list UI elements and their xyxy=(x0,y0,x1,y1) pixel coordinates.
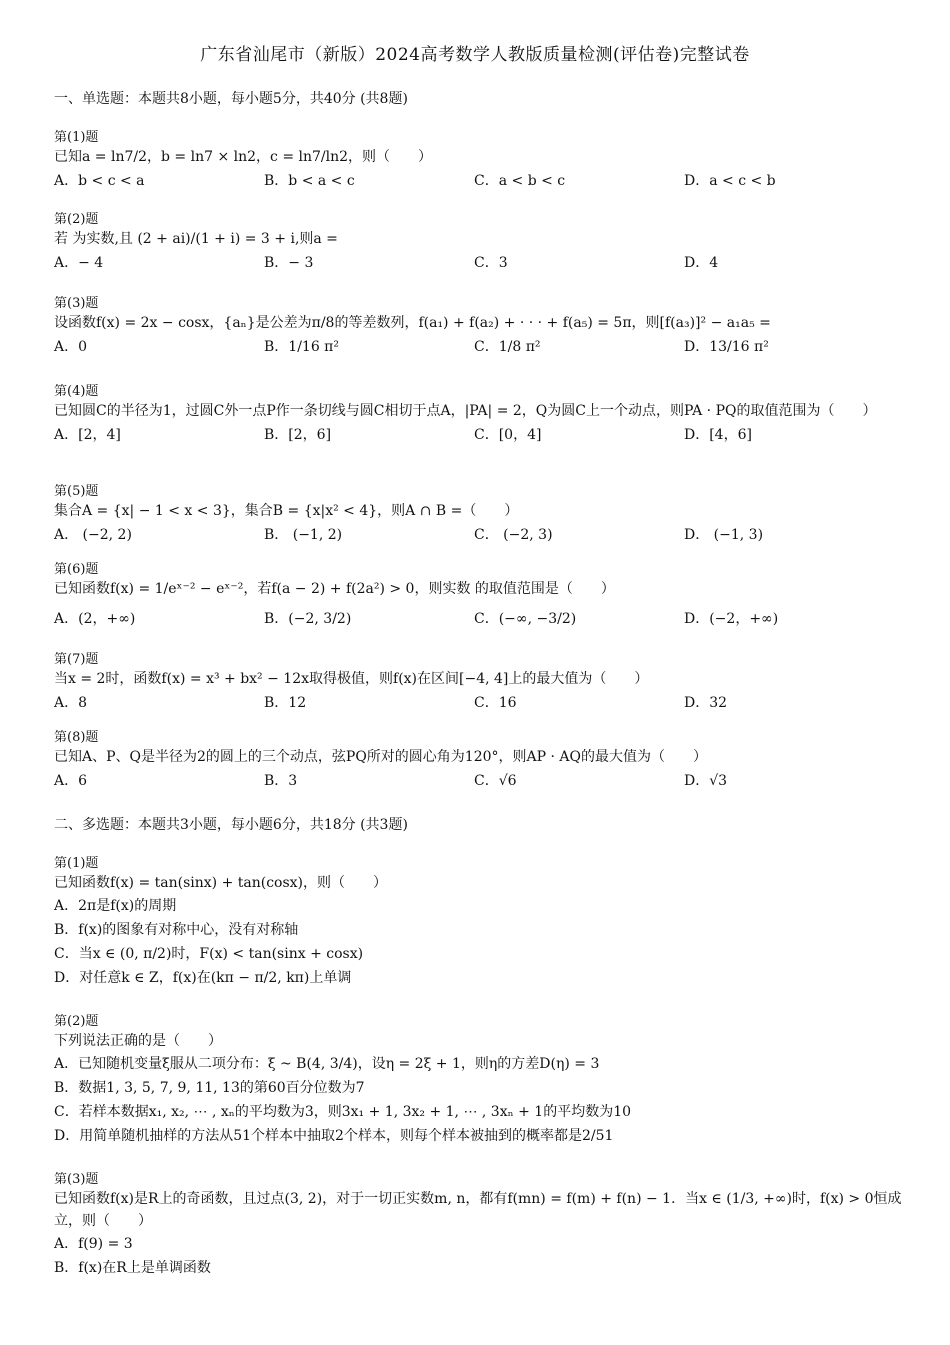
option-a[interactable]: A．f(9) = 3 xyxy=(54,1236,133,1252)
question-stem: 若 为实数,且 (2 + ai)/(1 + i) = 3 + i,则a = xyxy=(54,231,338,247)
question-2-2 xyxy=(54,1014,914,1148)
question-stem: 下列说法正确的是（ ） xyxy=(54,1033,222,1049)
section2-heading: 二、多选题：本题共3小题，每小题6分，共18分 (共3题) xyxy=(54,817,408,833)
question-number: 第(8)题 xyxy=(54,730,99,745)
question-stem: 已知函数f(x) = 1/eˣ⁻² − eˣ⁻²，若f(a − 2) + f(2a²) > 0，则实数 的取值范围是（ ） xyxy=(54,581,615,597)
question-number: 第(6)题 xyxy=(54,562,99,577)
question-1-2 xyxy=(54,212,914,274)
option-d[interactable]: D．(−2，+∞) xyxy=(684,611,779,627)
options-row xyxy=(54,608,914,630)
options-row xyxy=(54,424,914,446)
question-stem: 已知a = ln7/2，b = ln7 × ln2，c = ln7/ln2，则（ ） xyxy=(54,149,433,165)
options-row xyxy=(54,692,914,714)
option-d[interactable]: D．对任意k ∈ Z，f(x)在(kπ − π/2, kπ)上单调 xyxy=(54,970,352,986)
option-a[interactable]: A．− 4 xyxy=(54,255,104,271)
option-a[interactable]: A．0 xyxy=(54,339,88,355)
question-1-7 xyxy=(54,652,914,714)
option-d[interactable]: D．用简单随机抽样的方法从51个样本中抽取2个样本，则每个样本被抽到的概率都是2/51 xyxy=(54,1128,614,1144)
options-row xyxy=(54,770,914,792)
option-c[interactable]: C．16 xyxy=(474,695,517,711)
option-b[interactable]: B．12 xyxy=(264,695,307,711)
option-d[interactable]: D．4 xyxy=(684,255,719,271)
question-2-3 xyxy=(54,1172,914,1280)
option-b[interactable]: B． (−1, 2) xyxy=(264,527,343,543)
question-1-6 xyxy=(54,562,914,630)
option-c[interactable]: C．(−∞, −3/2) xyxy=(474,611,577,627)
option-d[interactable]: D．[4，6] xyxy=(684,427,752,443)
section1-heading: 一、单选题：本题共8小题，每小题5分，共40分 (共8题) xyxy=(54,91,408,107)
option-b[interactable]: B．− 3 xyxy=(264,255,314,271)
question-number: 第(1)题 xyxy=(54,856,99,871)
options-row xyxy=(54,170,914,192)
option-c[interactable]: C．当x ∈ (0, π/2)时，F(x) < tan(sinx + cosx) xyxy=(54,946,364,962)
question-1-8 xyxy=(54,730,914,792)
option-b[interactable]: B．3 xyxy=(264,773,298,789)
question-number: 第(4)题 xyxy=(54,384,99,399)
option-d[interactable]: D．32 xyxy=(684,695,728,711)
option-a[interactable]: A． (−2, 2) xyxy=(54,527,132,543)
option-b[interactable]: B．1/16 π² xyxy=(264,339,339,355)
option-a[interactable]: A．8 xyxy=(54,695,88,711)
option-c[interactable]: C．[0，4] xyxy=(474,427,542,443)
option-c[interactable]: C．√6 xyxy=(474,773,517,789)
question-1-3 xyxy=(54,296,914,358)
question-stem: 已知圆C的半径为1，过圆C外一点P作一条切线与圆C相切于点A，|PA| = 2，Q为圆C上一个动点，则PA · PQ的取值范围为（ ） xyxy=(54,403,877,419)
option-b[interactable]: B．[2，6] xyxy=(264,427,332,443)
options-row xyxy=(54,336,914,358)
question-number: 第(3)题 xyxy=(54,296,99,311)
question-stem: 当x = 2时，函数f(x) = x³ + bx² − 12x取得极值，则f(x)在区间[−4, 4]上的最大值为（ ） xyxy=(54,671,649,687)
option-a[interactable]: A．b < c < a xyxy=(54,173,145,189)
option-a[interactable]: A．(2，+∞) xyxy=(54,611,136,627)
question-1-1 xyxy=(54,130,914,192)
option-d[interactable]: D．13/16 π² xyxy=(684,339,769,355)
question-number: 第(2)题 xyxy=(54,1014,99,1029)
option-a[interactable]: A．已知随机变量ξ服从二项分布：ξ ~ B(4, 3/4)，设η = 2ξ + 1，则η的方差D(η) = 3 xyxy=(54,1056,600,1072)
option-a[interactable]: A．2π是f(x)的周期 xyxy=(54,898,177,914)
question-stem: 设函数f(x) = 2x − cosx，{aₙ}是公差为π/8的等差数列，f(a₁) + f(a₂) + · · · + f(a₅) = 5π，则[f(a₃)]² − a₁a₅ = xyxy=(54,315,771,331)
option-c[interactable]: C．1/8 π² xyxy=(474,339,541,355)
question-1-5 xyxy=(54,484,914,546)
question-stem: 已知函数f(x)是R上的奇函数，且过点(3, 2)，对于一切正实数m, n，都有f(mn) = f(m) + f(n) − 1．当x ∈ (1/3, +∞)时，f(x) > 0恒成立，则（ ） xyxy=(54,1191,902,1229)
option-b[interactable]: B．(−2, 3/2) xyxy=(264,611,352,627)
option-a[interactable]: A．6 xyxy=(54,773,88,789)
option-d[interactable]: D．a < c < b xyxy=(684,173,776,189)
question-number: 第(2)题 xyxy=(54,212,99,227)
question-stem: 集合A = {x| − 1 < x < 3}，集合B = {x|x² < 4}，则A ∩ B =（ ） xyxy=(54,503,519,519)
option-b[interactable]: B．b < a < c xyxy=(264,173,355,189)
option-d[interactable]: D．√3 xyxy=(684,773,728,789)
question-1-4 xyxy=(54,384,914,446)
question-stem: 已知A、P、Q是半径为2的圆上的三个动点，弦PQ所对的圆心角为120°，则AP · AQ的最大值为（ ） xyxy=(54,749,708,765)
option-d[interactable]: D． (−1, 3) xyxy=(684,527,764,543)
options-row xyxy=(54,252,914,274)
option-b[interactable]: B．数据1, 3, 5, 7, 9, 11, 13的第60百分位数为7 xyxy=(54,1080,365,1096)
option-c[interactable]: C．若样本数据x₁, x₂, ⋯ , xₙ的平均数为3，则3x₁ + 1, 3x₂ + 1, ⋯ , 3xₙ + 1的平均数为10 xyxy=(54,1104,632,1120)
question-stem: 已知函数f(x) = tan(sinx) + tan(cosx)，则（ ） xyxy=(54,875,388,891)
option-c[interactable]: C．a < b < c xyxy=(474,173,566,189)
question-number: 第(1)题 xyxy=(54,130,99,145)
question-number: 第(7)题 xyxy=(54,652,99,667)
option-c[interactable]: C．3 xyxy=(474,255,508,271)
question-2-1 xyxy=(54,856,914,990)
question-number: 第(5)题 xyxy=(54,484,99,499)
options-row xyxy=(54,524,914,546)
option-b[interactable]: B．f(x)在R上是单调函数 xyxy=(54,1260,211,1276)
option-a[interactable]: A．[2，4] xyxy=(54,427,121,443)
option-c[interactable]: C． (−2, 3) xyxy=(474,527,553,543)
option-b[interactable]: B．f(x)的图象有对称中心，没有对称轴 xyxy=(54,922,299,938)
question-number: 第(3)题 xyxy=(54,1172,99,1187)
page-title: 广东省汕尾市（新版）2024高考数学人教版质量检测(评估卷)完整试卷 xyxy=(200,45,750,65)
